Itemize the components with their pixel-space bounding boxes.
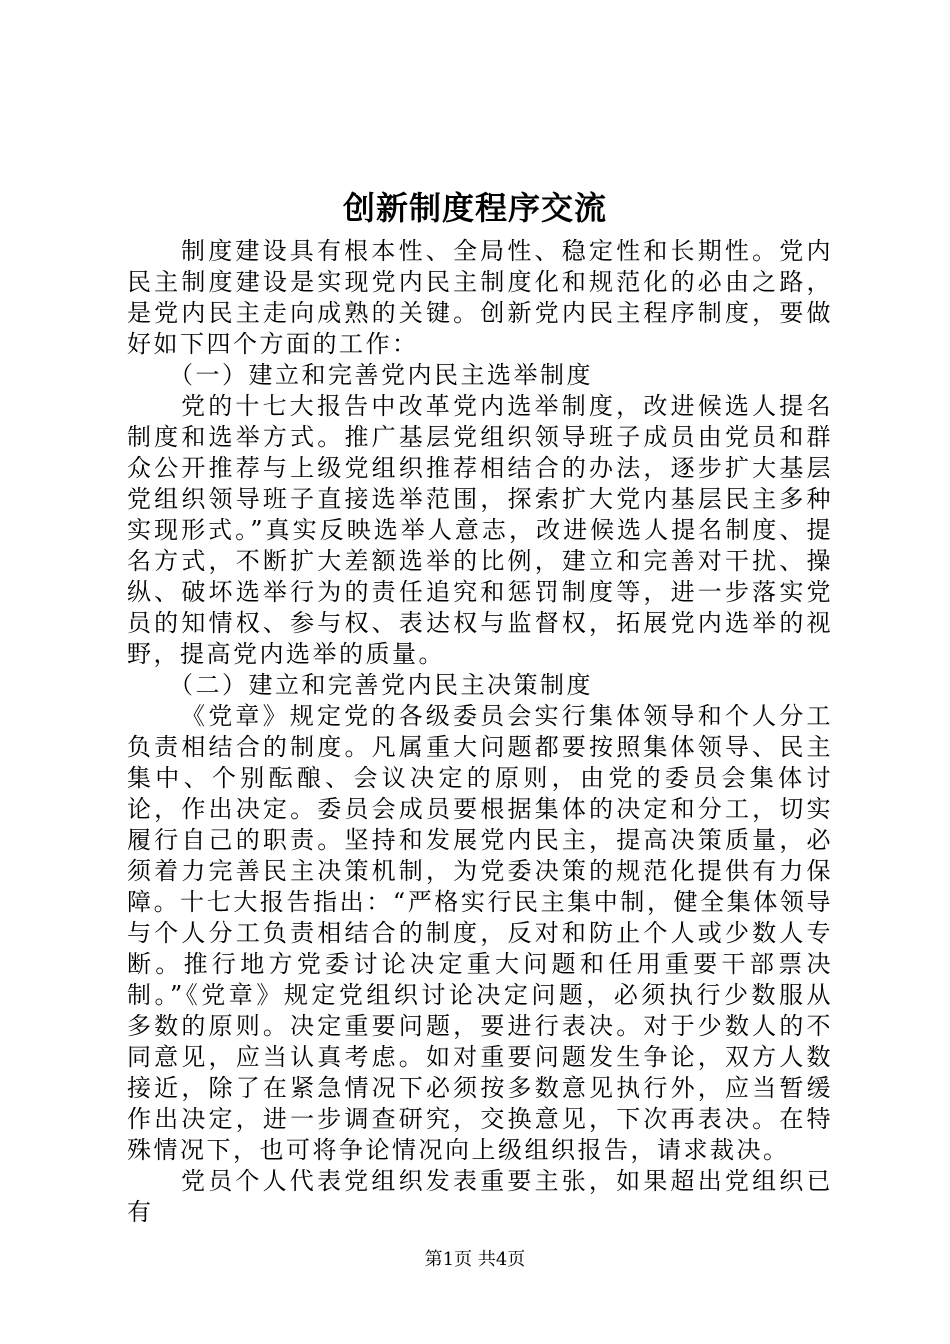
section-1-heading: （一）建立和完善党内民主选举制度 [169,361,593,389]
section-2-heading: （二）建立和完善党内民主决策制度 [169,671,593,699]
document-body [127,236,833,1228]
intro-paragraph: 制度建设具有根本性、全局性、稳定性和长期性。党内民主制度建设是实现党内民主制度化和规范化的必由之路，是党内民主走向成熟的关键。创新党内民主程序制度，要做好如下四个方面的工作： [127,237,833,358]
page-footer: 第1页 共4页 [424,1249,526,1270]
section-1-paragraph: 党的十七大报告中改革党内选举制度，改进候选人提名制度和选举方式。推广基层党组织领导班子成员由党员和群众公开推荐与上级党组织推荐相结合的办法，逐步扩大基层党组织领导班子直接选举范围，探索扩大党内基层民主多种实现形式。”真实反映选举人意志，改进候选人提名制度、提名方式，不断扩大差额选举的比例，建立和完善对干扰、操纵、破坏选举行为的责任追究和惩罚制度等，进一步落实党员的知情权、参与权、表达权与监督权，拓展党内选举的视野，提高党内选举的质量。 [127,392,833,668]
section-2-paragraph: 《党章》规定党的各级委员会实行集体领导和个人分工负责相结合的制度。凡属重大问题都要按照集体领导、民主集中、个别酝酿、会议决定的原则，由党的委员会集体讨论，作出决定。委员会成员要根据集体的决定和分工，切实履行自己的职责。坚持和发展党内民主，提高决策质量，必须着力完善民主决策机制，为党委决策的规范化提供有力保障。十七大报告指出：“严格实行民主集中制，健全集体领导与个人分工负责相结合的制度，反对和防止个人或少数人专断。推行地方党委讨论决定重大问题和任用重要干部票决制。”《党章》规定党组织讨论决定问题，必须执行少数服从多数的原则。决定重要问题，要进行表决。对于少数人的不同意见，应当认真考虑。如对重要问题发生争论，双方人数接近，除了在紧急情况下必须按多数意见执行外，应当暂缓作出决定，进一步调查研究，交换意见，下次再表决。在特殊情况下，也可将争论情况向上级组织报告，请求裁决。 [127,702,833,1164]
section-2-continuation-paragraph: 党员个人代表党组织发表重要主张，如果超出党组织已有 [127,1167,833,1226]
document-title: 创新制度程序交流 [342,189,607,227]
